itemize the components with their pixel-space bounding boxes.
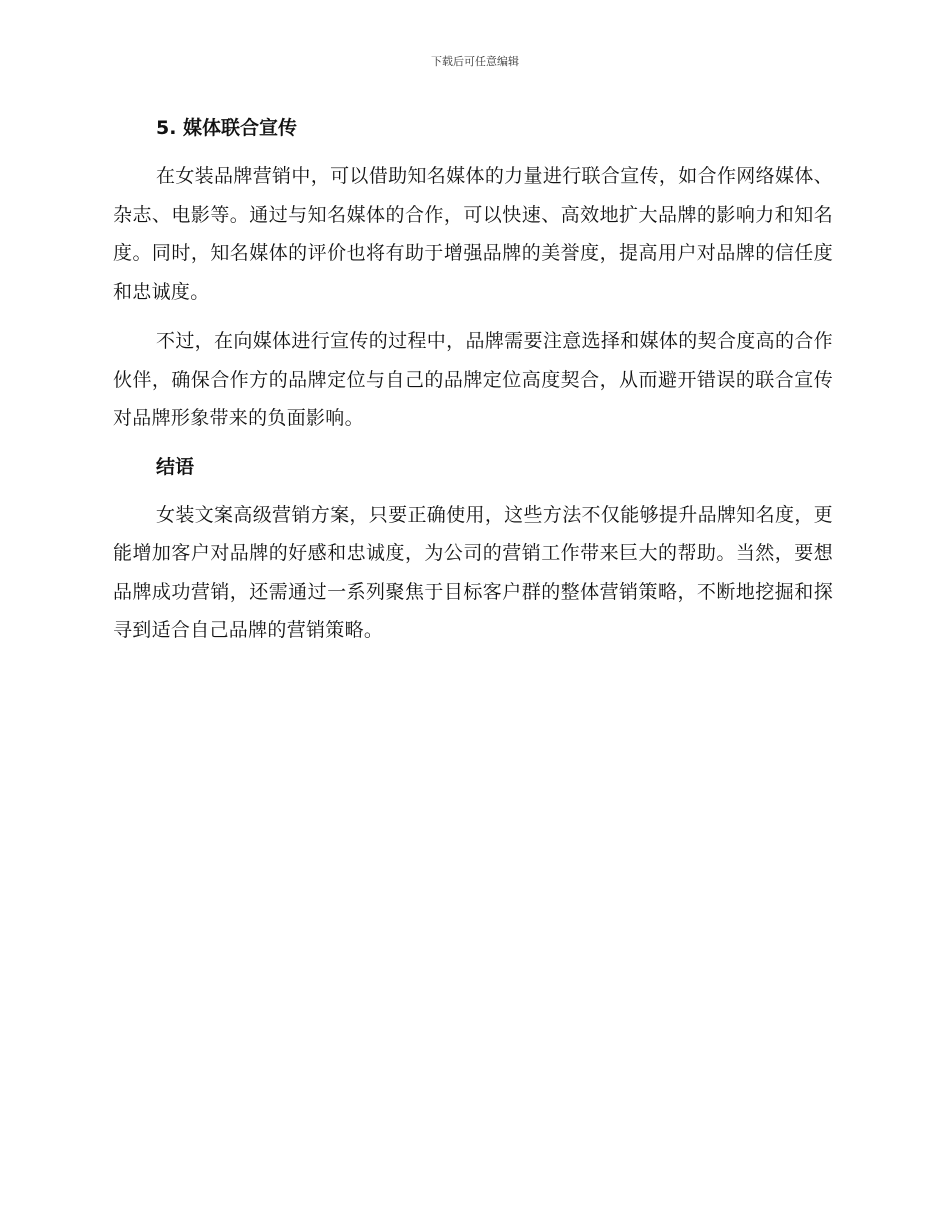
paragraph: 在女装品牌营销中，可以借助知名媒体的力量进行联合宣传，如合作网络媒体、杂志、电影等。通过与知名媒体的合作，可以快速、高效地扩大品牌的影响力和知名度。同时，知名媒体的评价也将有助于增强品牌的美誉度，提高用户对品牌的信任度和忠诚度。: [113, 165, 833, 303]
section-heading-conclusion: 结语: [156, 455, 195, 478]
paragraph: 不过，在向媒体进行宣传的过程中，品牌需要注意选择和媒体的契合度高的合作伙伴，确保合作方的品牌定位与自己的品牌定位高度契合，从而避开错误的联合宣传对品牌形象带来的负面影响。: [113, 330, 833, 429]
paragraph: 女装文案高级营销方案，只要正确使用，这些方法不仅能够提升品牌知名度，更能增加客户对品牌的好感和忠诚度，为公司的营销工作带来巨大的帮助。当然，要想品牌成功营销，还需通过一系列聚焦于目标客户群的整体营销策略，不断地挖掘和探寻到适合自己品牌的营销策略。: [113, 503, 833, 641]
page-header: 下载后可任意编辑: [431, 55, 519, 68]
document-body: [113, 110, 833, 661]
section-heading-media-joint-promotion: 5. 媒体联合宣传: [156, 117, 298, 139]
